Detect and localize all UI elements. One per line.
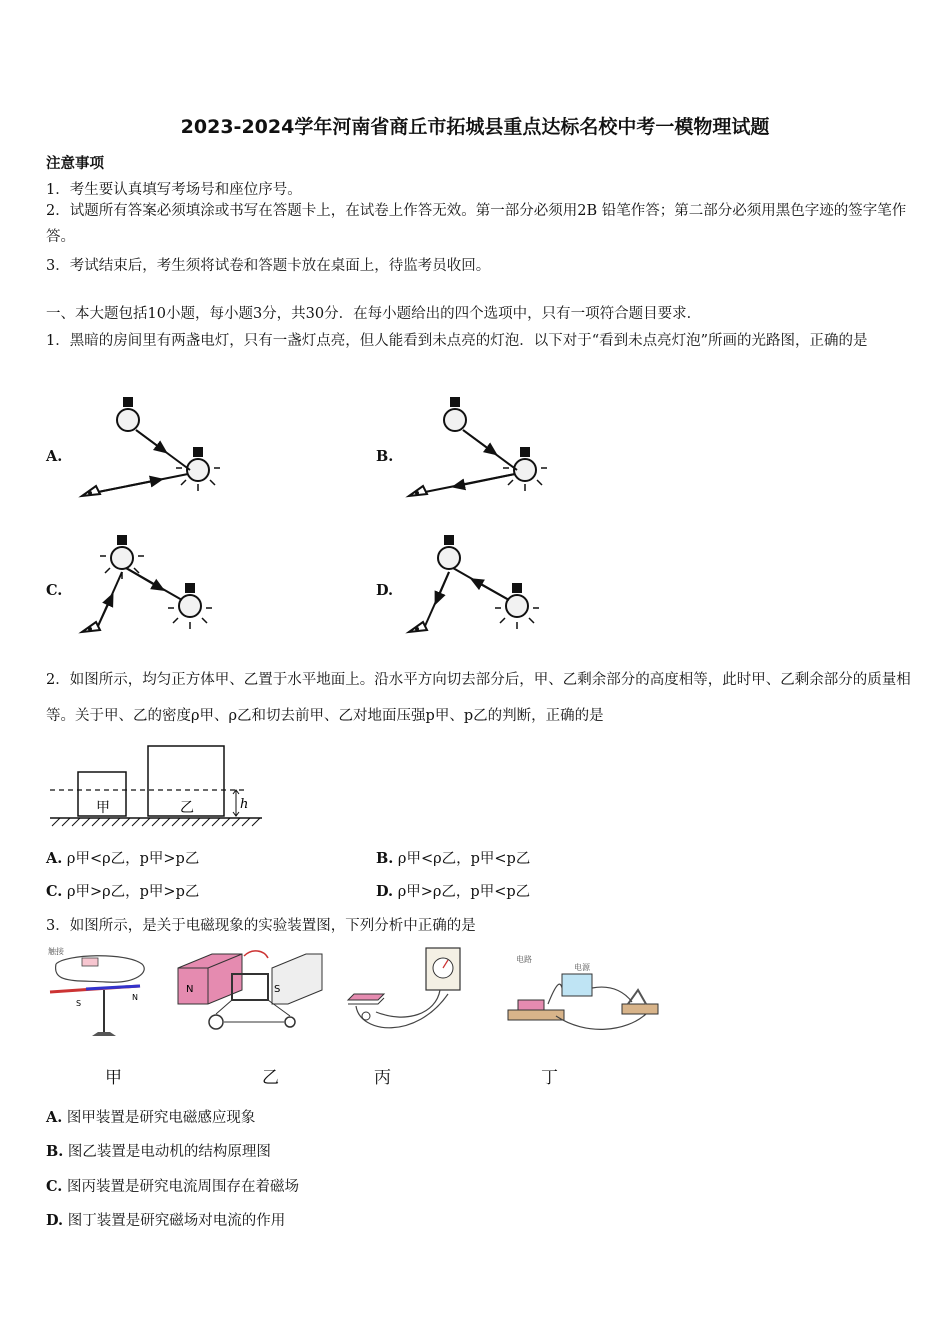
notice-heading: 注意事项 [46, 155, 104, 172]
svg-text:S: S [76, 999, 82, 1008]
unlit-bulb-icon [444, 397, 466, 431]
q1-option-d-label: D. [376, 582, 394, 599]
q3-figure-jia [46, 944, 156, 1044]
lit-bulb-icon [503, 447, 547, 491]
lit-bulb-icon [176, 447, 220, 491]
label-yi: 乙 [180, 800, 194, 816]
q1-figure-a [78, 392, 238, 504]
q3-caption-yi: 乙 [262, 1068, 279, 1088]
q3-option-c: C. 图丙装置是研究电流周围存在着磁场 [46, 1178, 299, 1195]
label-h: h [240, 797, 249, 812]
unlit-bulb-icon [117, 397, 139, 431]
q3-option-b: B. 图乙装置是电动机的结构原理图 [46, 1143, 271, 1160]
svg-text:电路: 电路 [516, 955, 532, 964]
svg-text:触接: 触接 [48, 947, 64, 956]
q3-figure-yi [172, 944, 330, 1044]
q1-figure-c [78, 528, 238, 640]
ground-hatch [52, 818, 260, 826]
eye-icon [82, 486, 100, 496]
notice-item-1: 1．考生要认真填写考场号和座位序号。 [46, 182, 302, 198]
svg-text:N: N [132, 993, 138, 1002]
q1-option-c-label: C. [46, 582, 63, 599]
eye-icon [82, 622, 100, 632]
q2-option-d: D. ρ甲>ρ乙，p甲<p乙 [376, 883, 531, 900]
svg-text:电源: 电源 [574, 963, 590, 972]
q2-option-b: B. ρ甲<ρ乙，p甲<p乙 [376, 850, 531, 867]
section-heading: 一、本大题包括10小题，每小题3分，共30分．在每小题给出的四个选项中，只有一项符合题目要求． [46, 306, 702, 322]
q3-figure-ding [496, 944, 666, 1044]
q3-caption-jia: 甲 [105, 1068, 122, 1088]
q3-caption-ding: 丁 [541, 1068, 558, 1088]
q1-stem: 1．黑暗的房间里有两盏电灯，只有一盏灯点亮，但人能看到未点亮的灯泡．以下对于“看到未点亮灯泡”所画的光路图，正确的是 [46, 333, 868, 349]
label-jia: 甲 [96, 800, 110, 816]
q1-option-b-label: B. [376, 448, 394, 465]
q2-figure [48, 738, 268, 830]
q3-stem: 3．如图所示，是关于电磁现象的实验装置图，下列分析中正确的是 [46, 918, 476, 934]
eye-icon [409, 622, 427, 632]
q2-option-c: C. ρ甲>ρ乙，p甲>p乙 [46, 883, 200, 900]
unlit-bulb-icon [168, 583, 212, 629]
q2-stem: 2．如图所示，均匀正方体甲、乙置于水平地面上。沿水平方向切去部分后，甲、乙剩余部分的高度相等，此时甲、乙剩余部分的质量相等。关于甲、乙的密度ρ甲、ρ乙和切去前甲、乙对地面压强p甲、p乙的判断，正确的是 [46, 672, 911, 724]
q3-option-d: D. 图丁装置是研究磁场对电流的作用 [46, 1212, 286, 1229]
q1-figure-b [405, 392, 565, 504]
notice-item-2: 2．试题所有答案必须填涂或书写在答题卡上，在试卷上作答无效。第一部分必须用2B 铅笔作答；第二部分必须用黑色字迹的签字笔作答。 [46, 203, 907, 245]
q3-option-a: A. 图甲装置是研究电磁感应现象 [46, 1109, 256, 1126]
q3-figure-bing [336, 944, 472, 1044]
page-title: 2023-2024学年河南省商丘市拓城县重点达标名校中考一模物理试题 [180, 116, 770, 138]
q3-caption-bing: 丙 [374, 1068, 391, 1088]
q1-figure-d [405, 528, 565, 640]
unlit-bulb-icon [438, 535, 460, 569]
lit-bulb-icon [495, 583, 539, 629]
notice-item-3: 3．考试结束后，考生须将试卷和答题卡放在桌面上，待监考员收回。 [46, 258, 491, 274]
q1-option-a-label: A. [46, 448, 63, 465]
svg-text:N: N [186, 984, 194, 995]
eye-icon [409, 486, 427, 496]
svg-text:S: S [274, 984, 281, 995]
q2-option-a: A. ρ甲<ρ乙，p甲>p乙 [46, 850, 200, 867]
